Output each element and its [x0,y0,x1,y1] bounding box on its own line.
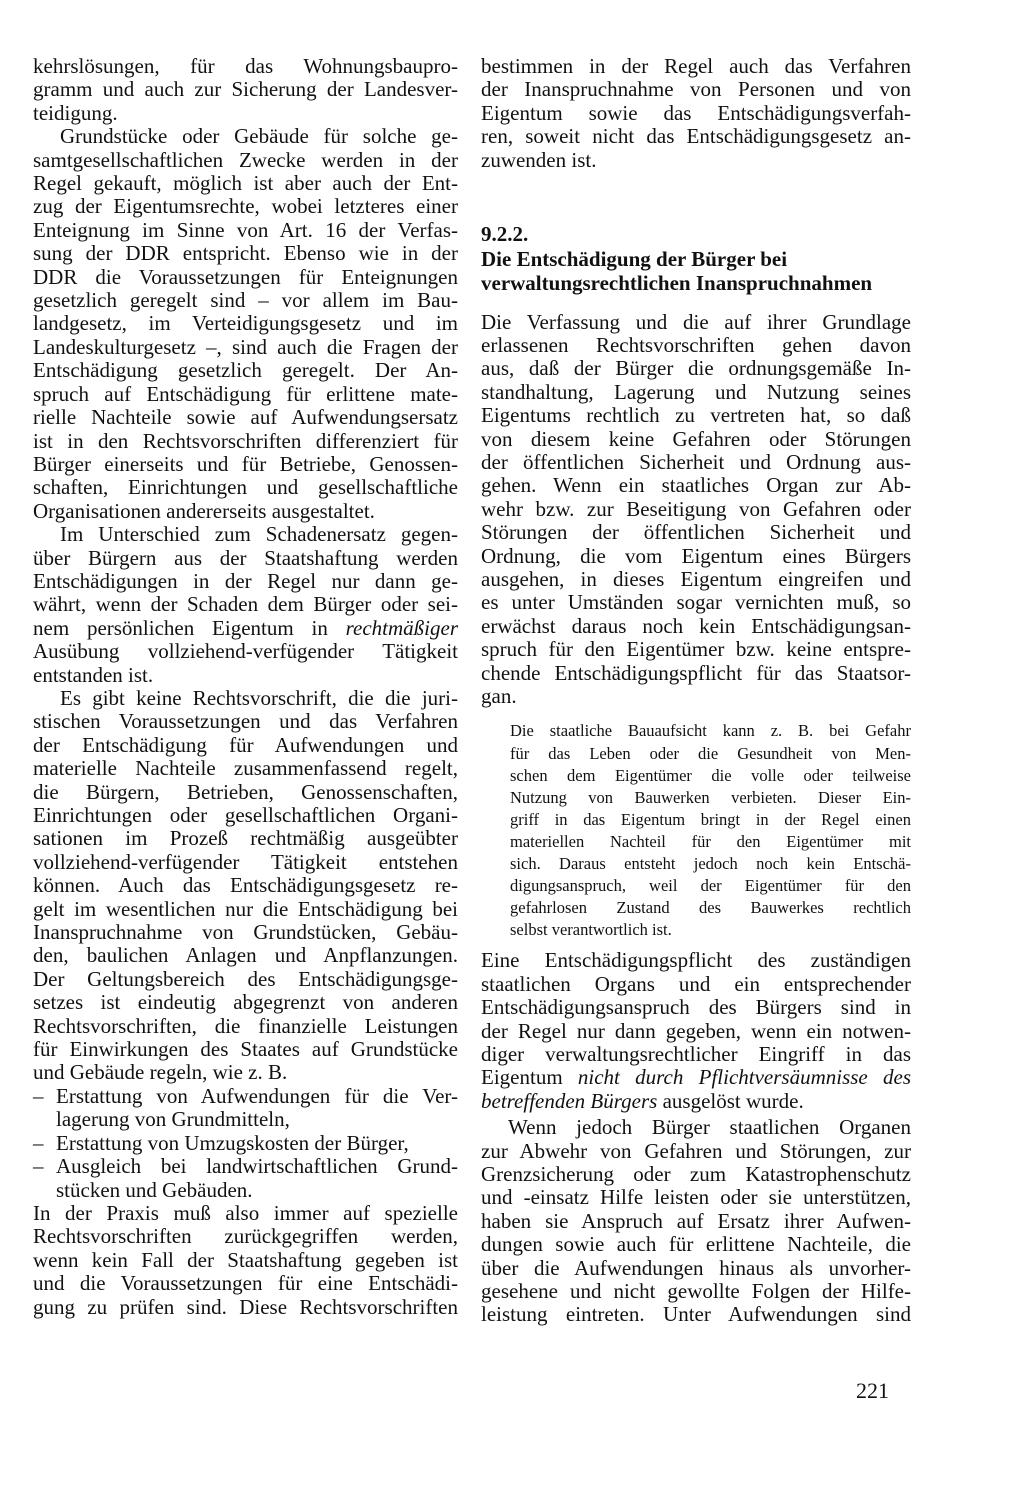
paragraph [481,311,911,709]
text-line [33,944,458,967]
paragraph [481,1116,911,1327]
text-run: Ausübung vollziehend-verfügender Tätigkeit [33,639,458,664]
text-line [33,1249,458,1272]
text-line [33,547,458,570]
text-line [510,875,911,897]
text-run: und -einsatz Hilfe leisten oder sie unterstützen, [481,1185,911,1210]
text-line [33,687,458,710]
text-run: gan. [481,684,517,709]
text-run: über Bürgern aus der Staatshaftung werden [33,545,458,570]
text-line [33,898,458,921]
text-run: sung der DDR entspricht. Ebenso wie in der [33,241,458,266]
text-run: gefahrlosen Zustand des Bauwerkes rechtlich [510,898,911,918]
text-line [33,125,458,148]
section-number: 9.2.2. [481,222,529,247]
text-line [33,336,458,359]
text-line [510,919,911,941]
text-run: Es gibt keine Rechtsvorschrift, die die juri- [60,685,458,710]
text-line [481,404,911,427]
text-line [33,266,458,289]
text-line [481,1186,911,1209]
text-line [33,195,458,218]
text-line [481,1043,911,1066]
text-line [481,311,911,334]
text-line [33,383,458,406]
text-run: Enteignung im Sinne von Art. 16 der Verfas- [33,217,458,242]
text-run: samtgesellschaftlichen Zwecke werden in der [33,147,458,172]
text-run: währt, wenn der Schaden dem Bürger oder sei- [33,592,458,617]
text-line [481,973,911,996]
text-line [481,55,911,78]
text-line [481,474,911,497]
paragraph [481,949,911,1113]
text-run: stischen Voraussetzungen und das Verfahren [33,709,458,734]
text-run: von diesem keine Gefahren oder Störungen [481,426,911,451]
text-run: ausgelöst wurde. [657,1088,804,1113]
text-run: über die Aufwendungen hinaus als unvorher- [481,1255,911,1280]
text-run: für das Leben oder die Gesundheit von Men- [510,743,911,763]
text-line [510,743,911,765]
text-run: zug der Eigentumsrechte, wobei letzteres einer [33,194,458,219]
text-line [481,545,911,568]
italic-run: rechtmäßiger [345,615,458,640]
text-line [481,1020,911,1043]
text-run: Eine Entschädigungspflicht des zuständigen [481,948,911,973]
text-line [481,615,911,638]
text-line [33,570,458,593]
text-line [510,765,911,787]
example-block [481,720,911,941]
text-run: schaften, Einrichtungen und gesellschaftliche [33,475,458,500]
text-run: Rechtsvorschriften, die finanzielle Leistungen [33,1013,458,1038]
text-run: ist in den Rechtsvorschriften differenziert für [33,428,458,453]
text-run: rielle Nachteile sowie auf Aufwendungsersatz [33,405,458,430]
text-run: der öffentlichen Sicherheit und Ordnung aus- [481,449,911,474]
text-run: materielle Nachteile zusammenfassend regelt, [33,756,458,781]
text-run: den, baulichen Anlagen und Anpflanzungen. [33,943,458,968]
text-line [33,1015,458,1038]
text-line [481,451,911,474]
bullet-item [33,1132,458,1155]
text-line [481,1090,911,1113]
text-run: aus, daß der Bürger die ordnungsgemäße In- [481,356,911,381]
text-line [481,949,911,972]
text-line [33,500,458,523]
text-run: Ordnung, die vom Eigentum eines Bürgers [481,543,911,568]
text-run: Erstattung von Umzugskosten der Bürger, [56,1130,409,1155]
text-run: Rechtsvorschriften zurückgegriffen werden, [33,1224,458,1249]
text-line [33,172,458,195]
text-line [481,568,911,591]
text-line [33,874,458,897]
text-run: Entschädigungen in der Regel nur dann ge- [33,568,458,593]
text-run: der Inanspruchnahme von Personen und von [481,77,911,102]
text-run: erlassenen Rechtsvorschriften gehen davon [481,332,911,357]
text-line [481,1116,911,1139]
text-line [481,1140,911,1163]
text-run: digungsanspruch, weil der Eigentümer für den [510,876,911,896]
text-line [33,149,458,172]
text-line [481,996,911,1019]
text-line [33,312,458,335]
text-run: selbst verantwortlich ist. [510,920,672,940]
text-line [481,102,911,125]
text-run: ausgehen, in dieses Eigentum eingreifen und [481,567,911,591]
text-run: spruch für den Eigentümer bzw. keine entspre- [481,637,911,662]
text-run: bestimmen in der Regel auch das Verfahren [481,54,911,78]
text-line [481,1280,911,1303]
text-run: Die Verfassung und die auf ihrer Grundlage [481,309,911,334]
text-line [510,787,911,809]
text-run: gehen. Wenn ein staatliches Organ zur Ab- [481,473,911,498]
text-run: Entschädigung gesetzlich geregelt. Der An- [33,358,458,383]
text-line [481,428,911,451]
text-run: dungen sowie auch für erlittene Nachteile, die [481,1232,911,1257]
text-line [481,662,911,685]
text-run: gramm und auch zur Sicherung der Landesver- [33,77,458,102]
text-run: lagerung von Grundmitteln, [56,1107,290,1132]
text-run: Im Unterschied zum Schadenersatz gegen- [60,522,458,547]
dash-bullet: – [33,1154,44,1179]
text-line [481,381,911,404]
text-line [33,430,458,453]
text-run: und Gebäude regeln, wie z. B. [33,1060,288,1085]
text-line [33,593,458,616]
text-run: Organisationen andererseits ausgestaltet. [33,498,375,523]
text-run: Landeskulturgesetz –, sind auch die Fragen der [33,334,458,359]
text-line [33,78,458,101]
text-run: sationen im Prozeß rechtmäßig ausgeübter [33,826,458,851]
text-run: gelt im wesentlichen nur die Entschädigung bei [33,896,458,921]
text-run: schen dem Eigentümer die volle oder teilweise [510,765,911,785]
text-run: Der Geltungsbereich des Entschädigungsge- [33,966,458,991]
text-line [33,1296,458,1319]
text-line [33,827,458,850]
text-line [481,1257,911,1280]
text-line [33,710,458,733]
text-line [33,664,458,687]
text-line [510,831,911,853]
text-line [33,523,458,546]
text-run: Entschädigungsanspruch des Bürgers sind in [481,995,911,1020]
text-line [481,78,911,101]
text-line [481,498,911,521]
text-line [33,757,458,780]
section-title-line-1: Die Entschädigung der Bürger bei [481,246,788,271]
text-line [510,809,911,831]
text-line [33,734,458,757]
text-line [33,617,458,640]
text-run: nem persönlichen Eigentum in [33,615,346,640]
text-line [33,1155,458,1178]
text-run: Ausgleich bei landwirtschaftlichen Grund- [56,1154,458,1179]
page-number: 221 [856,1378,889,1403]
text-line [481,357,911,380]
text-run: leistung eintreten. Unter Aufwendungen sind [481,1302,911,1327]
text-run: ren, soweit nicht das Entschädigungsgesetz an- [481,124,911,149]
text-run: gesetzlich geregelt sind – vor allem im Bau- [33,288,458,313]
text-run: Einrichtungen oder gesellschaftlichen Organi- [33,803,458,827]
text-line [33,1085,458,1108]
text-run: die Bürgern, Betrieben, Genossenschaften, [33,779,458,804]
text-line [481,1303,911,1326]
text-line [481,1163,911,1186]
italic-run: betreffenden Bürgers [481,1088,658,1113]
text-run: Regel gekauft, möglich ist aber auch der Ent- [33,171,458,196]
text-run: Bürger einerseits und für Betriebe, Genossen- [33,451,458,476]
text-line [481,685,911,708]
text-run: für Einwirkungen des Staates auf Grundstücke [33,1037,458,1062]
text-run: teidigung. [33,100,118,125]
text-run: diger verwaltungsrechtlicher Eingriff in das [481,1042,911,1066]
text-line [33,1038,458,1061]
dash-bullet: – [33,1130,44,1155]
italic-run: nicht durch Pflichtversäumnisse des [577,1065,911,1090]
text-run: gung zu prüfen sind. Diese Rechtsvorschriften [33,1294,458,1319]
text-run: zur Abwehr von Gefahren und Störungen, zur [481,1138,911,1163]
bullet-item [33,1085,458,1108]
text-line [481,638,911,661]
text-line [33,1061,458,1084]
text-line [33,219,458,242]
bullet-item [33,1155,458,1178]
text-line [33,968,458,991]
text-run: Nutzung von Bauwerken verbieten. Dieser Ein- [510,787,911,807]
text-line [33,921,458,944]
text-line [33,242,458,265]
paragraph-continuation [481,55,911,172]
text-run: Erstattung von Aufwendungen für die Ver- [56,1083,458,1108]
text-run: gesehene und nicht gewollte Folgen der Hilfe- [481,1279,911,1304]
text-run: materiellen Nachteil für den Eigentümer mit [510,831,911,851]
text-line [33,1179,458,1202]
dash-bullet: – [33,1083,44,1108]
text-line [481,521,911,544]
text-line [33,640,458,663]
text-run: es unter Umständen sogar vernichten muß, so [481,590,911,615]
text-line [33,1132,458,1155]
text-run: kehrslösungen, für das Wohnungsbaupro- [33,54,458,78]
text-line [481,1210,911,1233]
text-run: entstanden ist. [33,662,154,687]
text-line [481,334,911,357]
text-run: staatlichen Organs und ein entsprechender [481,971,911,996]
text-line [33,1202,458,1225]
text-line [510,853,911,875]
text-run: erwächst daraus noch kein Entschädigungsan- [481,613,911,638]
text-line [33,55,458,78]
text-run: der Entschädigung für Aufwendungen und [33,732,458,757]
text-line [33,1108,458,1131]
text-line [33,359,458,382]
text-run: Eigentum [481,1065,578,1090]
text-run: landgesetz, im Verteidigungsgesetz und im [33,311,458,336]
text-line [33,476,458,499]
text-run: vollziehend-verfügender Tätigkeit entstehen [33,849,458,874]
text-run: Grundstücke oder Gebäude für solche ge- [60,124,458,149]
text-run: haben sie Anspruch auf Ersatz ihrer Aufwen- [481,1208,911,1233]
text-run: und die Voraussetzungen für eine Entschädi- [33,1271,458,1296]
text-run: wenn kein Fall der Staatshaftung gegeben ist [33,1247,458,1272]
text-line [481,149,911,172]
text-line [510,720,911,742]
text-run: Eigentums rechtlich zu vertreten hat, so daß [481,403,911,428]
text-run: Grenzsicherung oder zum Katastrophenschutz [481,1162,911,1187]
text-run: Eigentum sowie das Entschädigungsverfah- [481,100,911,125]
text-line [33,991,458,1014]
text-line [33,453,458,476]
section-title-line-2: verwaltungsrechtlichen Inanspruchnahmen [481,271,873,296]
text-line [33,289,458,312]
text-line [33,102,458,125]
text-run: Störungen der öffentlichen Sicherheit und [481,520,911,545]
text-line [481,1233,911,1256]
text-line [481,1066,911,1089]
text-line [33,1225,458,1248]
text-run: chende Entschädigungspflicht für das Staatsor- [481,660,911,685]
text-line [33,406,458,429]
text-run: der Regel nur dann gegeben, wenn ein notwen- [481,1018,911,1043]
right-column [481,55,911,1327]
text-run: standhaltung, Lagerung und Nutzung seines [481,379,911,404]
text-line [33,851,458,874]
text-run: Die staatliche Bauaufsicht kann z. B. bei Gefahr [510,721,911,741]
text-run: DDR die Voraussetzungen für Enteignungen [33,264,458,289]
text-run: setzes ist eindeutig abgegrenzt von anderen [33,990,458,1015]
text-run: wehr bzw. zur Beseitigung von Gefahren oder [481,496,911,521]
text-run: können. Auch das Entschädigungsgesetz re- [33,873,458,898]
text-line [481,591,911,614]
text-run: Wenn jedoch Bürger staatlichen Organen [508,1115,911,1140]
text-run: griff in das Eigentum bringt in der Regel einen [510,809,911,829]
section-heading [481,222,911,296]
text-run: stücken und Gebäuden. [56,1177,253,1202]
text-run: spruch auf Entschädigung für erlittene mate- [33,381,458,406]
text-run: zuwenden ist. [481,147,597,172]
text-line [481,125,911,148]
left-column [33,55,458,1319]
text-run: Inanspruchnahme von Grundstücken, Gebäu- [33,920,458,945]
text-run: In der Praxis muß also immer auf spezielle [33,1200,458,1225]
text-line [510,897,911,919]
text-run: sich. Daraus entsteht jedoch noch kein Entschä- [510,854,911,873]
text-line [33,804,458,827]
text-line [33,781,458,804]
text-line [33,1272,458,1295]
